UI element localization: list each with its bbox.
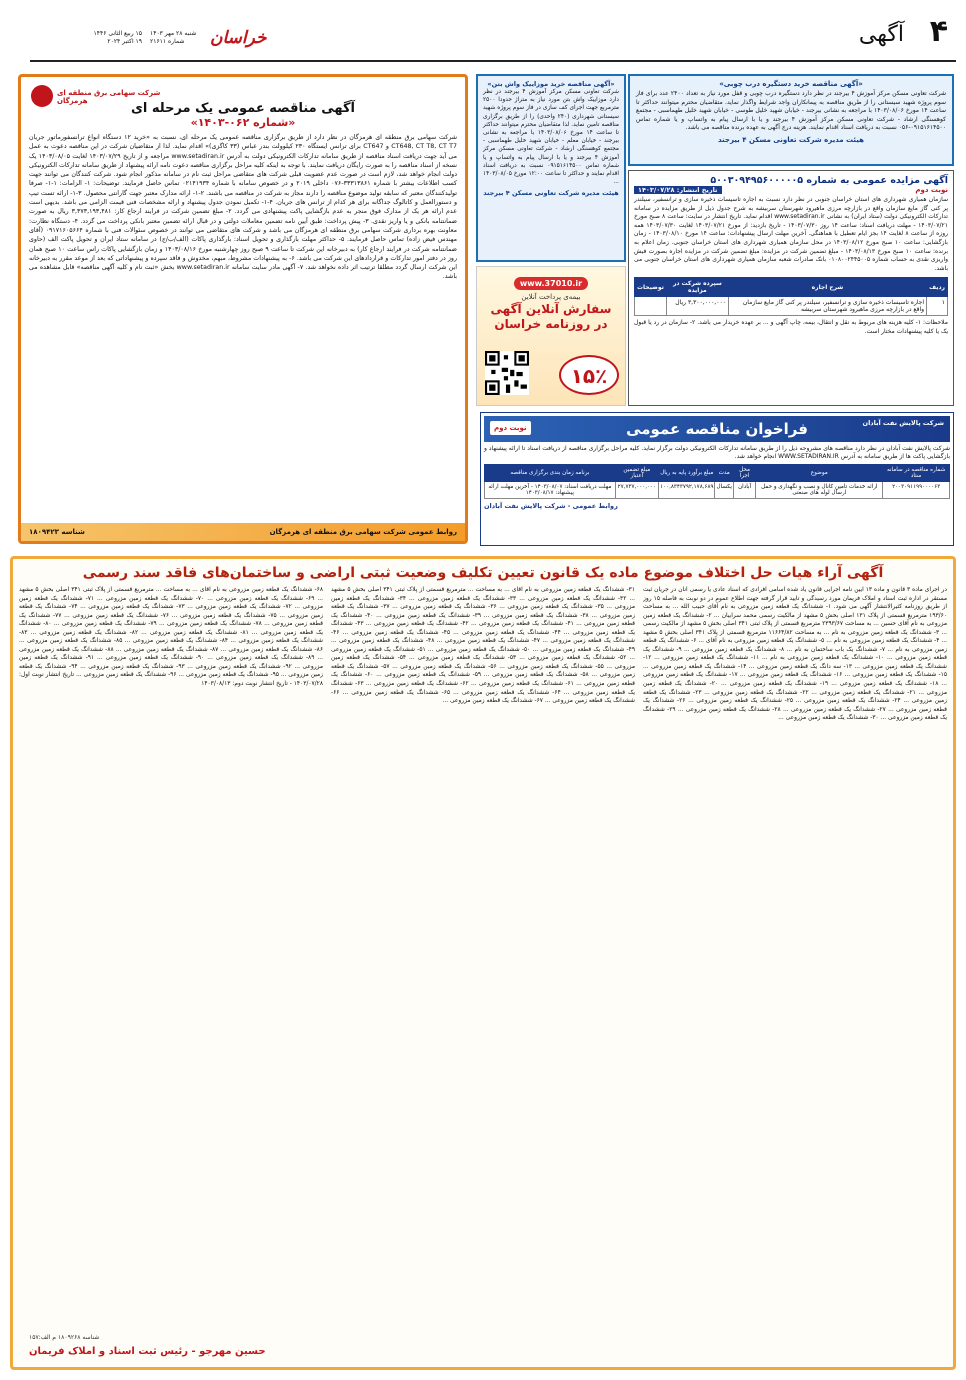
promo-tag: بیمه‌ی پرداخت آنلاین — [521, 293, 581, 301]
ad-footer: هیئت مدیره شرکت تعاونی مسکن ۴ بیرجند — [718, 135, 864, 144]
ad-title-band — [484, 416, 950, 442]
ad-body: شرکت پالایش نفت آبادان در نظر دارد مناقصه های مشروحه ذیل را از طریق سامانه تدارکات الکترونیکی دولت برگزار نماید. کلیه مراحل برگزاری مناقصه از دریافت اسناد تا ارائه پیشنهاد و بازگشایی پاکت ها از طریق سامانه به آدرس WWW.SETADIRAN.IR انجام خواهد شد. — [484, 445, 950, 460]
ad-body: شرکت تعاونی مسکن مرکز آموزش ۴ بیرجند در نظر دارد موزاییک واش بتن مورد نیاز به متراژ حدودا ۲۵۰۰ مترمربع جهت اجرای کف سازی در فاز سوم پروژه شهید سیستانی شهرداری (۲۴۰ واحدی) را از طریق برگزاری مناقصه تامین نماید. لذا متقاضیان محترم میتوانند حداکثر تا ساعت ۱۴ مورخ ۱۴۰۳/۰۸/۰۶ با مراجعه به نشانی بیرجند - خیابان معلم - خیابان شهید خلیل طهماسبی - مجتمع کوهسنگی ارشاد - شرکت تعاونی مسکن مرکز آموزش ۴ بیرجند و یا با ارسال پیام به واتساپ و یا شماره تماس ۰۹۱۵۱۶۱۴۵۰۰ نسبت به دریافت اسناد اقدام نمایند و حداکثر تا ساعت ۱۲:۰۰ مورخ ۱۴۰۳/۰۸/۰۵ ... — [483, 89, 620, 186]
table-cell: ۳,۳۰۰,۰۰۰,۰۰۰ ریال — [666, 297, 728, 316]
table-cell: ارائه خدمات تامین کانال و نصب و نگهداری و حمل ارسال لوله های صنعتی — [756, 482, 883, 499]
table-header: مدت — [715, 465, 733, 482]
notice-column-3: ۶۸- ششدانگ یک قطعه زمین مزروعی به نام آقای ... به مساحت ... مترمربع قسمتی از پلاک ثبتی ۳۴۱ اصلی بخش ۵ مشهد ... ۶۹- ششدانگ یک قطعه زمین مزروعی ... ۷۰- ششدانگ یک قطعه زمین مزروعی ... ۷۱- ششدانگ یک قطعه زمین مزروعی ... ۷۲- ششدانگ یک قطعه زمین مزروعی ... ۷۳- ششدانگ یک قطعه زمین مزروعی ... ۷۴- ششدانگ یک قطعه زمین مزروعی ... ۷۵- ششدانگ یک قطعه زمین مزروعی ... ۷۶- ششدانگ یک قطعه زمین مزروعی ... ۷۷- ششدانگ یک قطعه زمین مزروعی ... ۷۸- ششدانگ یک قطعه زمین مزروعی ... ۷۹- ششدانگ یک قطعه زمین مزروعی ... ۸۰- ششدانگ یک قطعه زمین مزروعی ... ۸۱- ششدانگ یک قطعه زمین مزروعی ... ۸۲- ششدانگ یک قطعه زمین مزروعی ... ۸۳- ششدانگ یک قطعه زمین مزروعی ... ۸۴- ششدانگ یک قطعه زمین مزروعی ... ۸۵- ششدانگ یک قطعه زمین مزروعی ... ۸۶- ششدانگ یک قطعه زمین مزروعی ... ۸۷- ششدانگ یک قطعه زمین مزروعی ... ۸۸- ششدانگ یک قطعه زمین مزروعی ... ۸۹- ششدانگ یک قطعه زمین مزروعی ... ۹۰- ششدانگ یک قطعه زمین مزروعی ... ۹۱- ششدانگ یک قطعه زمین مزروعی ... ۹۲- ششدانگ یک قطعه زمین مزروعی ... ۹۳- ششدانگ یک قطعه زمین مزروعی ... ۹۴- ششدانگ یک قطعه زمین مزروعی ... ۹۵- ششدانگ یک قطعه زمین مزروعی ... ۹۶- ششدانگ یک قطعه زمین مزروعی ... تاریخ انتشار نوبت اول: ۱۴۰۳/۰۷/۲۸ - تاریخ انتشار نوبت دوم: ۱۴۰۳/۰۸/۱۳ — [19, 587, 323, 688]
promo-headline: سفارش آنلاین آگهی — [490, 302, 612, 316]
promo-online-ad[interactable] — [476, 266, 626, 406]
ad-title: «آگهی مناقصه خرید دستگیره درب چوبی» — [719, 80, 863, 88]
ad-auction — [628, 170, 954, 406]
table-header: موضوع — [756, 465, 883, 482]
table-cell: آبادان — [733, 482, 755, 499]
section-title: آگهی — [858, 22, 904, 47]
table-row — [485, 482, 950, 499]
company-name: شرکت سهامی برق منطقه ای هرمزگان — [57, 89, 161, 105]
ad-date: تاریخ انتشار: ۱۴۰۳/۰۷/۲۸ — [634, 186, 722, 194]
table-cell: مهلت دریافت اسناد: ۱۴۰۳/۰۸/۰۷ - آخرین مهلت ارائه پیشنهاد: ۱۴۰۳/۰۸/۱۷ — [485, 482, 616, 499]
ad-abadan-tender — [480, 412, 954, 546]
discount-badge: ۱۵٪ — [559, 355, 619, 395]
footer-publisher: روابط عمومی شرکت سهامی برق منطقه ای هرمزگان — [269, 528, 457, 536]
ad-footer — [21, 523, 465, 541]
ad-body: سازمان همیاری شهرداری های استان خراسان جنوبی در نظر دارد نسبت به اجاره تاسیسات ذخیره سازی و ترانسفیر، سیلندر پر کنی گاز مایع سازمان واقع در بازارچه مرزی ماهیرود شهرستان سربیشه به شرح جدول ذیل از طریق مزایده در سامانه تدارکات الکترونیکی دولت (ستاد ایران) به نشانی www.setadiran.ir اقدام نماید. تاریخ انتشار در سایت: ساعت ۸ صبح مورخ ۱۴۰۳/۰۷/۲۱ - مهلت دریافت اسناد: ساعت ۱۴ روز ۱۴۰۳/۰۷/۳۰ - تاریخ بازدید: از مورخ ۱۴۰۳/۰۷/۲۱ لغایت ۱۴۰۳/۰۷/۳۰ همه روزه از ساعت ۸ لغایت ۱۴ بجز ایام تعطیل با هماهنگی. آخرین مهلت ارسال پیشنهادات: ساعت ۱۴ مورخ ۱۴۰۳/۰۸/۱۰ - زمان بازگشایی: ساعت ۱۰ صبح مورخ ۱۴۰۳/۰۸/۱۲ در محل سازمان همیاری شهرداری های استان خراسان جنوبی. زمان اعلام به برنده: ساعت ۱۰ صبح مورخ ۱۴۰۳/۰۸/۱۳ - مبلغ تضمین شرکت در مزایده: مبلغ تضمین شرکت در مزایده اجاره بصورت فیش واریزی نقدی به حساب شماره ۰۱۰۸۰۰۲۴۴۵۰۰۵ بانک صادرات شعبه سازمان همیاری شهرداری های استان خراسان جنوبی می باشد. — [634, 196, 949, 272]
notice-column-2: ۳۱- ششدانگ یک قطعه زمین مزروعی به نام آقای ... به مساحت ... مترمربع قسمتی از پلاک ثبتی ۳۴۱ اصلی بخش ۵ مشهد ... ۳۲- ششدانگ یک قطعه زمین مزروعی ... ۳۳- ششدانگ یک قطعه زمین مزروعی ... ۳۴- ششدانگ یک قطعه زمین مزروعی ... ۳۵- ششدانگ یک قطعه زمین مزروعی ... ۳۶- ششدانگ یک قطعه زمین مزروعی ... ۳۷- ششدانگ یک قطعه زمین مزروعی ... ۳۸- ششدانگ یک قطعه زمین مزروعی ... ۳۹- ششدانگ یک قطعه زمین مزروعی ... ۴۰- ششدانگ یک قطعه زمین مزروعی ... ۴۱- ششدانگ یک قطعه زمین مزروعی ... ۴۲- ششدانگ یک قطعه زمین مزروعی ... ۴۳- ششدانگ یک قطعه زمین مزروعی ... ۴۴- ششدانگ یک قطعه زمین مزروعی ... ۴۵- ششدانگ یک قطعه زمین مزروعی ... ۴۶- ششدانگ یک قطعه زمین مزروعی ... ۴۷- ششدانگ یک قطعه زمین مزروعی ... ۴۸- ششدانگ یک قطعه زمین مزروعی ... ۴۹- ششدانگ یک قطعه زمین مزروعی ... ۵۰- ششدانگ یک قطعه زمین مزروعی ... ۵۱- ششدانگ یک قطعه زمین مزروعی ... ۵۲- ششدانگ یک قطعه زمین مزروعی ... ۵۳- ششدانگ یک قطعه زمین مزروعی ... ۵۴- ششدانگ یک قطعه زمین مزروعی ... ۵۵- ششدانگ یک قطعه زمین مزروعی ... ۵۶- ششدانگ یک قطعه زمین مزروعی ... ۵۷- ششدانگ یک قطعه زمین مزروعی ... ۵۸- ششدانگ یک قطعه زمین مزروعی ... ۵۹- ششدانگ یک قطعه زمین مزروعی ... ۶۰- ششدانگ یک قطعه زمین مزروعی ... ۶۱- ششدانگ یک قطعه زمین مزروعی ... ۶۲- ششدانگ یک قطعه زمین مزروعی ... ۶۳- ششدانگ یک قطعه زمین مزروعی ... ۶۴- ششدانگ یک قطعه زمین مزروعی ... ۶۵- ششدانگ یک قطعه زمین مزروعی ... ۶۶- ششدانگ یک قطعه زمین مزروعی ... ۶۷- ششدانگ یک قطعه زمین مزروعی ... — [331, 587, 635, 705]
notice-title: آگهی آراء هیات حل اختلاف موضوع ماده یک قانون تعیین تکلیف وضعیت ثبتی اراضی و ساختمان‌های فاقد سند رسمی — [82, 565, 884, 581]
issue-number: شماره ۲۱۶۱۱ — [150, 38, 185, 45]
ad-title: «آگهی مناقصه خرید موزاییک واش بتن» — [487, 80, 615, 88]
notice-id: شناسه ۱۸۰۹۲۶۸ م الف:۱۵۷ — [29, 1334, 100, 1341]
round-badge: نوبت دوم — [490, 421, 531, 435]
ad-mosaic-tender — [476, 74, 626, 262]
ad-notes: ملاحظات: ۱- کلیه هزینه های مربوط به نقل و انتقال، بیمه، چاپ آگهی و ... بر عهده خریدار می باشد. ۲- سازمان در رد یا قبول یک یا کلیه پیشنهادات مختار است. — [634, 319, 948, 335]
footer-id: شناسه ۱۸۰۹۴۲۳ — [29, 528, 85, 536]
ad-title: آگهی مزایده عمومی به شماره ۵۰۰۳۰۹۴۹۵۶۰۰۰۰۰۵ — [710, 175, 948, 186]
company-name: شرکت پالایش نفت آبادان — [862, 419, 944, 427]
table-header: شرح اجاره — [728, 278, 926, 297]
ad-door-handle-tender — [628, 74, 954, 166]
auction-table — [634, 277, 948, 316]
table-cell: ۱ — [927, 297, 948, 316]
table-cell — [635, 297, 667, 316]
company-logo-icon — [31, 85, 53, 107]
table-cell: یکسال — [715, 482, 733, 499]
table-cell: ۱۰۰,۸۳۴۳۷۹۲,۱۷۸,۶۸۹ — [659, 482, 715, 499]
table-header: سپرده شرکت در مزایده — [666, 278, 728, 297]
ad-hormozgan-tender — [18, 74, 468, 544]
promo-url[interactable]: www.37010.ir — [514, 277, 588, 290]
hijri-date: ۱۵ ربیع الثانی ۱۴۴۶ — [93, 30, 142, 37]
ad-title: فراخوان مناقصه عمومی — [626, 420, 808, 438]
tender-table — [484, 464, 950, 499]
issue-info-secondary — [62, 30, 142, 46]
table-row — [635, 297, 948, 316]
table-cell: اجاره تاسیسات ذخیره سازی و ترانسفیر، سیلندر پر کنی گاز مایع سازمان واقع در بازارچه مرزی ماهیرود شهرستان سربیشه — [728, 297, 926, 316]
ad-round: نوبت دوم — [915, 186, 948, 194]
header-divider — [30, 60, 956, 62]
table-header: محل اجرا — [733, 465, 755, 482]
table-cell: ۲۰۰۳۰۹۱۱۹۹۰۰۰۰۶۳ — [883, 482, 950, 499]
table-cell: ۲۷,۷۳۷,۰۰۰,۰۰۰ — [615, 482, 658, 499]
date-line: شنبه ۲۸ مهر ۱۴۰۳ — [150, 30, 197, 37]
ad-title: آگهی مناقصه عمومی یک مرحله ای — [130, 101, 356, 116]
table-header: مبلغ برآورد پایه به ریال — [659, 465, 715, 482]
promo-headline-2: در روزنامه خراسان — [494, 317, 608, 331]
table-header: ردیف — [927, 278, 948, 297]
page-header — [0, 0, 966, 62]
newspaper-logo: خراسان — [210, 28, 267, 48]
table-header: برنامه زمان بندی برگزاری مناقصه — [485, 465, 616, 482]
table-header: توضیحات — [635, 278, 667, 297]
table-header: شماره مناقصه در سامانه ستاد — [883, 465, 950, 482]
ad-footer: هیئت مدیره شرکت تعاونی مسکن ۴ بیرجند — [483, 189, 619, 198]
ad-body: شرکت تعاونی مسکن مرکز آموزش ۴ بیرجند در نظر دارد دستگیره درب چوبی و قفل مورد نیاز به تعداد ۲۴۰۰ عدد برای فاز سوم پروژه شهید سیستانی را از طریق مناقصه به پیمانکاران واجد شرایط واگذار نماید. متقاضیان محترم میتوانند حداکثر تا ساعت ۱۴ مورخ ۱۴۰۳/۰۸/۰۶ با مراجعه به نشانی بیرجند - خیابان شهید خلیل طوسی - خیابان شهید خلیل طهماسبی - مجتمع کوهسنگی ارشاد - شرکت تعاونی مسکن مرکز آموزش ۴ بیرجند و یا با ارسال پیام به واتساپ و یا شماره تماس ۰۹۱۵۱۶۱۴۵۰۰-۰۵۶ نسبت به دریافت اسناد اقدام نمایند. هزینه درج آگهی به عهده برنده مناقصه می باشد. — [636, 90, 947, 132]
notice-columns — [19, 586, 947, 1346]
notice-column-1: در اجرای ماده ۳ قانون و ماده ۱۳ آیین نامه اجرایی قانون یاد شده اسامی افرادی که اسناد عادی یا رسمی آنان در جریان ثبت مستقر در اداره ثبت اسناد و املاک فریمان مورد رسیدگی و تایید قرار گرفته جهت اطلاع عموم در دو نوبت به فاصله ۱۵ روز از طریق روزنامه کثیرالانتشار آگهی می شود. ۱- ششدانگ یک قطعه زمین مزروعی به نام آقای حبیب الله ... به مساحت ۱۹۳/۶۰ مترمربع قسمتی از پلاک ۱۳۱ اصلی بخش ۵ مشهد از مالکیت رسمی محمد سرابیان ... ۲- ششدانگ یک قطعه زمین مزروعی به نام آقای حسین ... به مساحت ۲۳۹۳/۶۷ مترمربع قسمتی از پلاک ثبتی ۳۴۱ اصلی بخش ۵ مشهد از مالکیت رسمی ... ۳- ششدانگ یک قطعه زمین مزروعی به نام ... به مساحت ۱۱۶۶۴/۸۲ مترمربع قسمتی از پلاک ۳۴۱ اصلی بخش ۵ مشهد ... ۴- ششدانگ یک قطعه زمین مزروعی به نام ... ۵- ششدانگ یک قطعه زمین مزروعی به نام آقای ... ۶- ششدانگ یک قطعه زمین مزروعی به نام ... ۷- ششدانگ یک باب ساختمان به نام ... ۸- ششدانگ یک قطعه زمین مزروعی ... ۹- ششدانگ یک قطعه زمین مزروعی ... ۱۰- ششدانگ یک قطعه زمین مزروعی به نام ... ۱۱- ششدانگ یک قطعه زمین مزروعی ... ۱۲- ششدانگ یک قطعه زمین مزروعی ... ۱۳- سه دانگ یک قطعه زمین مزروعی ... ۱۴- ششدانگ یک قطعه زمین مزروعی ... ۱۵- ششدانگ یک قطعه زمین مزروعی ... ۱۶- ششدانگ یک قطعه زمین مزروعی ... ۱۷- ششدانگ یک قطعه زمین مزروعی ... ۱۸- ششدانگ یک قطعه زمین مزروعی ... ۱۹- ششدانگ یک قطعه زمین مزروعی ... ۲۰- ششدانگ یک قطعه زمین مزروعی ... ۲۱- ششدانگ یک قطعه زمین مزروعی ... ۲۲- ششدانگ یک قطعه زمین مزروعی ... ۲۳- ششدانگ یک قطعه زمین مزروعی ... ۲۴- ششدانگ یک قطعه زمین مزروعی ... ۲۵- ششدانگ یک قطعه زمین مزروعی ... ۲۶- ششدانگ یک قطعه زمین مزروعی ... ۲۷- ششدانگ یک قطعه زمین مزروعی ... ۲۸- ششدانگ یک قطعه زمین مزروعی ... ۲۹- ششدانگ یک قطعه زمین مزروعی ... ۳۰- ششدانگ یک قطعه زمین مزروعی ... — [643, 587, 947, 722]
page-number: ۴ — [929, 14, 948, 49]
land-registry-notice — [10, 556, 956, 1370]
notice-signature: حسین مهرجو - رئیس ثبت اسناد و املاک فریمان — [29, 1346, 266, 1357]
gregorian-date: ۱۹ اکتبر ۲۰۲۴ — [107, 38, 142, 45]
tender-number: «شماره ۰۶۲-۱۴۰۳» — [190, 116, 296, 129]
ad-body: شرکت سهامی برق منطقه ای هرمزگان در نظر دارد از طریق برگزاری مناقصه عمومی یک مرحله ای، نسبت به «خرید ۱۲ دستگاه انواع ترانسفورماتور جریان CT648, CT T8, CT T7 و CT647 برای ترانس ایستگاه ۲۳۰ کیلوولت بندر عباس (۳۳ کاگزی)» اقدام نماید. لذا از متقاضیان شرکت در این مناقصه دعوت به عمل می آید جهت دریافت اسناد مناقصه از طریق سامانه تدارکات الکترونیکی دولت به آدرس www.setadiran.ir مراجعه و از تاریخ ۱۴۰۳/۰۷/۲۹ لغایت ۱۴۰۳/۰۸/۰۵ یک نسخه از اسناد مناقصه را به صورت رایگان دریافت نمایند. با توجه به اینکه کلیه مراحل برگزاری مناقصه دعوت نامه ارائه پیشنهاد از طریق سامانه تدارکات الکترونیکی دولت انجام خواهد شد، لازم است در صورت عدم عضویت قبلی شرکت های متقاضی مراحل ثبت نام در سامانه مذکور انجام شود. شرکت کنندگان می توانند جهت کسب اطلاعات بیشتر با شماره ۳۳۳۱۳۸۶۱-۰۷۶ داخلی ۲۰۱۹ و در خصوص سامانه با شماره ۰۲۱۴۱۹۳۴ تماس حاصل فرمایند. توضیحات: ۱- الزامات: ۱-۱- صرفا تولیدکنندگان معتبر که سابقه تولید موضوع مناقصه را دارند مجاز به شرکت در مناقصه می باشند. ۲-۱- ارائه مدارک معتبر جهت گارانتی محصول. ۳-۱- ارائه تست تیپ و دستورالعمل و کاتالوگ جداگانه برای هر کدام از ترانس های جریان. ۴-۱- تکمیل نمودن جدول پیشنهاد و ارائه مشخصات فنی قیمت الزامی می باشد. بدیهی است عدم ارائه هر یک از مدارک فوق منجر به عدم بازگشایی پاکت پیشنهادی می گردد. ۲- مبلغ تضمین شرکت در فرایند ارجاع کار: ۳,۳۷۳,۱۹۳,۴۸۱ ریال به صورت ضمانتنامه بانکی و یا واریز نقدی. ۳- پیش پرداخت: طبق آیین نامه تضمین معاملات دولتی و در قبال ارائه تضمین معتبر بانکی پرداخت می گردد. ۴- دستگاه نظارت: معاونت بهره برداری شرکت سهامی برق منطقه ای هرمزگان می باشد و شرکت های متقاضی می توانند در خصوص سئوالات فنی با شماره ۰۹۱۷۱۶۰۵۶۶۴ (آقای مهندس فیض زاده) تماس حاصل فرمایند. ۵- حداکثر مهلت بارگذاری و تحویل اسناد: بارگذاری پاکات (الف/ب/ج) در سامانه ستاد ایران و تحویل پاکت الف (حاوی ضمانتنامه شرکت در فرایند ارجاع کار) به دبیرخانه این شرکت تا ساعت ۹ صبح روز چهارشنبه مورخ ۱۴۰۳/۰۸/۱۶ و زمان بازگشایی پاکات راس ساعت ۱۰ صبح همان روز در دفتر امور تدارکات و قراردادهای این شرکت می باشد. ۶- به پیشنهادات مشروط، مبهم، مخدوش و فاقد سپرده و پیشنهاداتی که بعد از موعد مقرر به دبیرخانه این شرکت ارسال گردد مطلقا ترتیب اثر داده نخواهد شد. ۷- آگهی مادر سایت سامانه www.setadiran.ir بخش «ثبت نام و کلیه آگهی مناقصه» قابل مشاهده می باشد. — [29, 134, 457, 281]
issue-info — [150, 30, 210, 46]
ad-footer: روابط عمومی - شرکت پالایش نفت آبادان — [484, 502, 618, 510]
qr-code-icon[interactable] — [485, 351, 529, 395]
table-header: مبلغ تضمین اعتبار — [615, 465, 658, 482]
